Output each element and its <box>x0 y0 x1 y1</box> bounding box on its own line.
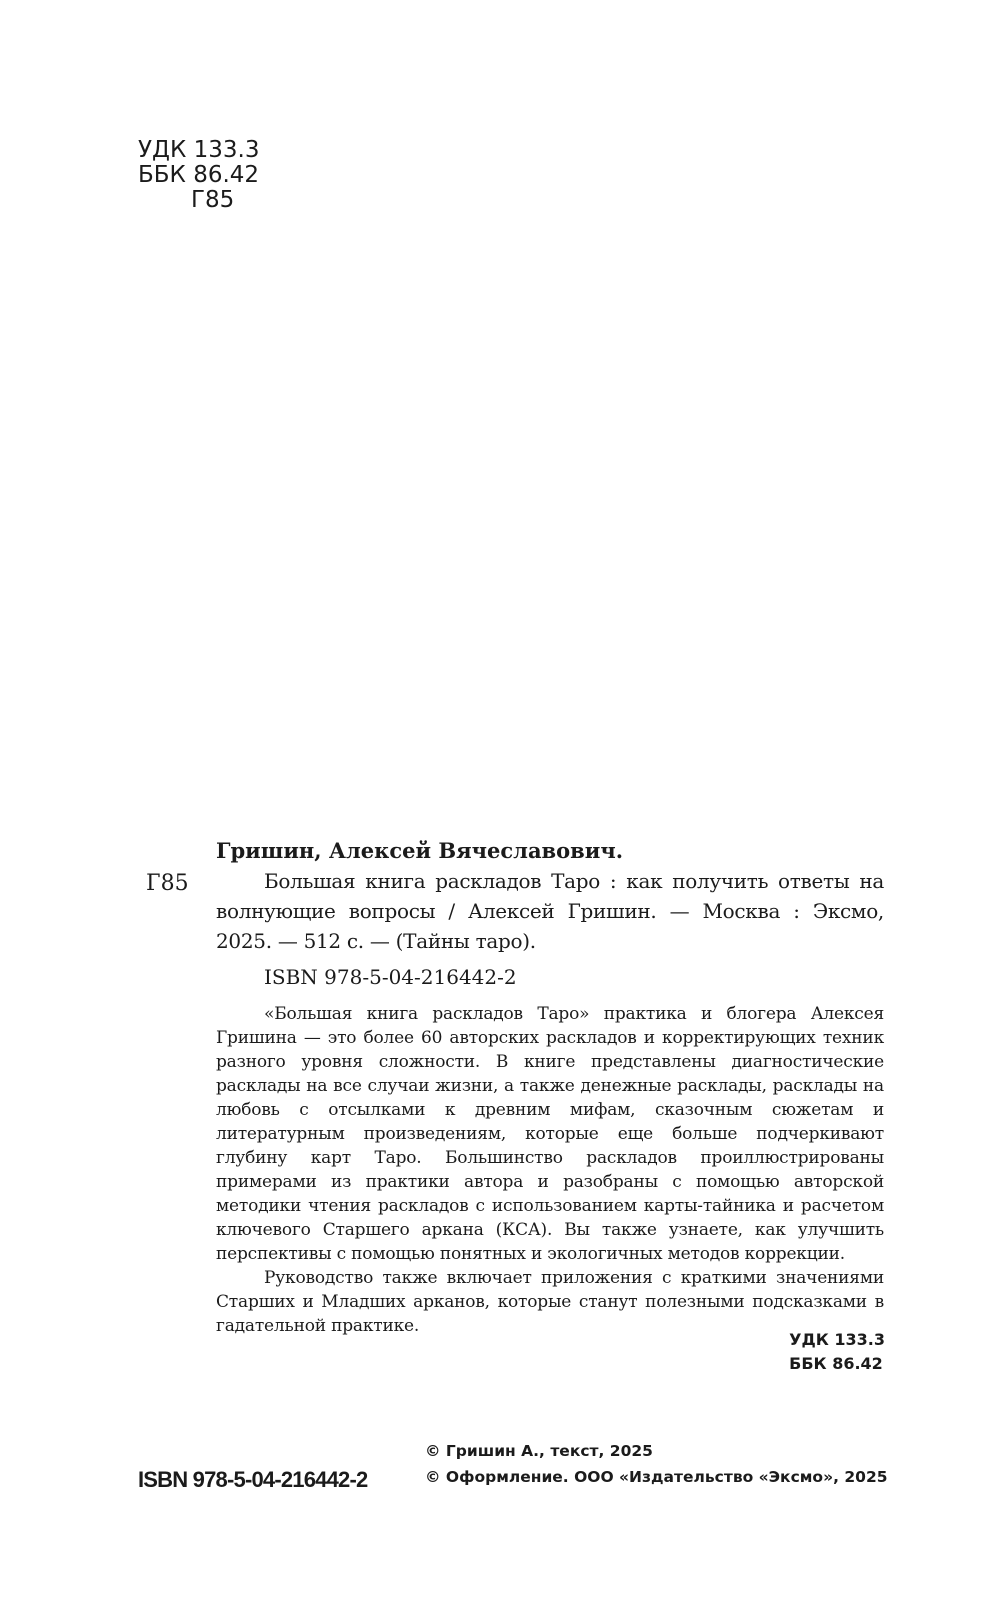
isbn-line: ISBN 978-5-04-216442-2 <box>264 965 517 989</box>
annotation-paragraph: Руководство также включает приложения с краткими значениями Старших и Младших арканов, которые станут полезными подсказками в гадательной практике. <box>216 1268 884 1336</box>
footer-isbn: ISBN 978-5-04-216442-2 <box>138 1467 368 1492</box>
top-classification-codes <box>138 138 259 213</box>
bibliographic-record <box>216 836 884 1338</box>
udk-code: УДК 133.3 <box>138 137 260 163</box>
bbk-code: ББК 86.42 <box>789 1354 883 1373</box>
bbk-code: ББК 86.42 <box>138 162 260 188</box>
annotation-paragraph: «Большая книга раскладов Таро» практика и блогера Алексея Гришина — это более 60 авторских раскладов и корректирующих техник разного уровня сложности. В книге представлены диагностические расклады на все случаи жизни, а также денежные расклады, расклады на любовь с отсылками к древним мифам, сказочным сюжетам и литературным произведениям, которые еще больше подчеркивают глубину карт Таро. Большинство раскладов проиллюстрированы примерами из практики автора и разобраны с помощью авторской методики чтения раскладов с использованием карты-тайника и расчетом ключевого Старшего аркана (КСА). Вы также узнаете, как улучшить перспективы с помощью понятных и экологичных методов коррекции. <box>216 1004 884 1264</box>
udk-code: УДК 133.3 <box>789 1330 885 1349</box>
bibliographic-description: Большая книга раскладов Таро : как получить ответы на волнующие вопросы / Алексей Гришин. — Москва : Эксмо, 2025. — 512 с. — (Тайны таро). <box>216 869 884 953</box>
copyright-text: © Гришин А., текст, 2025 <box>425 1442 653 1460</box>
author-heading: Гришин, Алексей Вячеславович. <box>216 838 624 863</box>
bottom-classification-codes <box>789 1328 885 1376</box>
copyright-design: © Оформление. ООО «Издательство «Эксмо», 2025 <box>425 1468 888 1486</box>
copyright-block <box>425 1438 888 1490</box>
entry-author-sign: Г85 <box>146 871 189 896</box>
author-sign-code: Г85 <box>191 187 235 213</box>
